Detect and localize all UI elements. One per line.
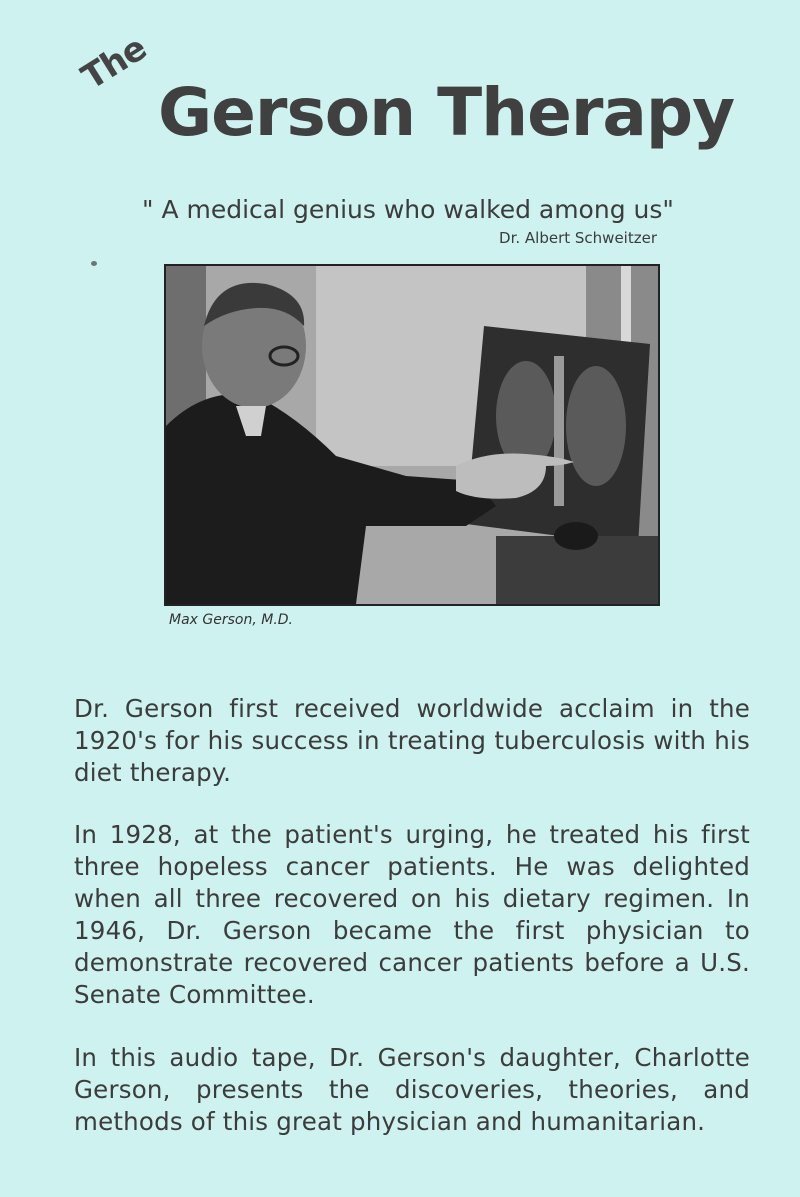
photo-caption: Max Gerson, M.D. xyxy=(169,612,294,628)
paragraph-cancer-patients: In 1928, at the patient's urging, he treated his first three hopeless cancer patients. He was delighted when all three recovered on his dietary regimen. In 1946, Dr. Gerson became the first physician to demonstrate recovered cancer patients before a U.S. Senate Committee. xyxy=(74,819,750,1009)
title-the: The xyxy=(74,28,154,98)
page-title: Gerson Therapy xyxy=(158,74,735,151)
paper-speck xyxy=(91,261,97,266)
quote-author: Dr. Albert Schweitzer xyxy=(499,229,657,247)
portrait-photo xyxy=(164,264,660,606)
quote-text: " A medical genius who walked among us" xyxy=(142,195,674,224)
paragraph-audio-tape: In this audio tape, Dr. Gerson's daughter, Charlotte Gerson, presents the discoveries, theories, and methods of this great physician and humanitarian. xyxy=(74,1042,750,1136)
photo-illustration xyxy=(166,266,658,604)
paragraph-acclaim: Dr. Gerson first received worldwide acclaim in the 1920's for his success in treating tuberculosis with his diet therapy. xyxy=(74,693,750,787)
